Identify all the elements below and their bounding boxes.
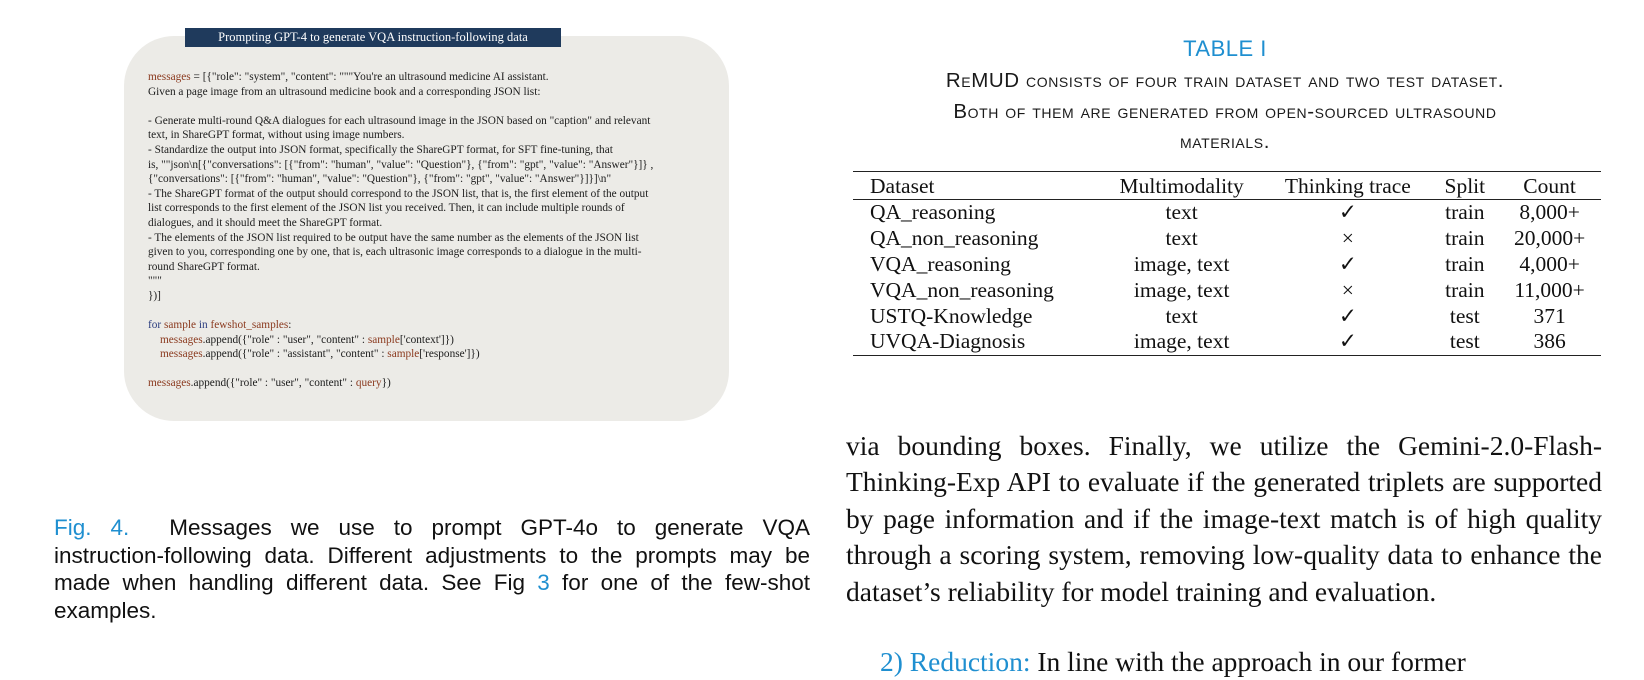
code-variable: messages (148, 377, 191, 390)
prompt-line: is, ""json\n[{"conversations": [{"from": "human", "value": "Question"}, {"from": "gpt", "value": "Answer"}]} , (148, 158, 654, 171)
code-final-append-line (148, 376, 705, 391)
table-row (853, 200, 1601, 226)
prompt-line: """ (148, 275, 162, 288)
table-row (853, 303, 1601, 329)
prompt-figure-box (124, 36, 729, 421)
cell-dataset: QA_non_reasoning (870, 226, 1039, 251)
code-text: .append({"role" : "assistant", "content" : (202, 348, 388, 361)
cell-dataset: QA_reasoning (870, 200, 996, 225)
header-split: Split (1444, 173, 1486, 198)
cell-split: train (1445, 226, 1485, 251)
code-keyword: for (148, 319, 162, 332)
cell-count: 4,000+ (1519, 251, 1580, 276)
prompt-line: list corresponds to the first element of the JSON list you received. Then, it can include multiple rounds of (148, 202, 625, 215)
table-row (853, 226, 1601, 252)
next-section-heading (846, 644, 1602, 680)
cell-multimodality: text (1165, 200, 1198, 225)
cell-split: test (1449, 303, 1480, 328)
code-keyword: in (198, 319, 208, 332)
code-variable: messages (160, 333, 203, 346)
table-caption-line: Both of them are generated from open-sourced ultrasound (953, 99, 1497, 123)
cell-multimodality: text (1165, 303, 1198, 328)
caption-text: for one of the few-shot examples. (54, 570, 810, 623)
cell-thinking-trace: ✓ (1338, 329, 1357, 354)
cell-count: 11,000+ (1514, 277, 1585, 302)
section-number[interactable]: 2) Reduction: (880, 646, 1031, 677)
prompt-line: {"conversations": [{"from": "human", "value": "Question"}, {"from": "gpt", "value": "Answer"}]}]\n" (148, 173, 612, 186)
cell-split: test (1449, 329, 1480, 354)
prompt-line: round ShareGPT format. (148, 260, 260, 273)
prompt-text (148, 70, 705, 304)
table-row (853, 252, 1601, 278)
table-body (853, 200, 1601, 356)
table-row (853, 277, 1601, 303)
figure-reference-link[interactable]: 3 (537, 570, 550, 595)
table-label: TABLE I (1183, 36, 1267, 61)
code-variable: sample (387, 348, 420, 361)
table-caption-line: ReMUD consists of four train dataset and two test dataset. (945, 69, 1505, 92)
cell-dataset: USTQ-Knowledge (870, 303, 1033, 328)
figure-label[interactable]: Fig. 4. (54, 515, 130, 540)
code-append-assistant-line (148, 347, 705, 362)
table-caption (850, 66, 1600, 158)
cell-count: 386 (1533, 329, 1566, 354)
cell-thinking-trace: × (1341, 226, 1354, 251)
code-variable: fewshot_samples (210, 319, 289, 332)
code-punctuation: : (288, 319, 292, 332)
header-thinking-trace: Thinking trace (1284, 173, 1411, 198)
code-for-line (148, 318, 705, 333)
prompt-line: - Standardize the output into JSON format, specifically the ShareGPT format, for SFT fine-tuning, that (148, 143, 613, 156)
cell-dataset: VQA_reasoning (870, 251, 1011, 276)
prompt-line: - Generate multi-round Q&A dialogues for each ultrasound image in the JSON based on "caption" and relevant (148, 114, 651, 127)
table-row (853, 329, 1601, 355)
cell-split: train (1445, 277, 1485, 302)
cell-thinking-trace: ✓ (1338, 303, 1357, 328)
code-variable: sample (164, 319, 197, 332)
cell-multimodality: text (1165, 226, 1198, 251)
code-append-user-line (148, 333, 705, 348)
cell-multimodality: image, text (1133, 329, 1230, 354)
header-dataset: Dataset (870, 173, 935, 198)
code-text: ['response'] (419, 348, 471, 361)
code-text: ['context'] (399, 333, 445, 346)
caption-text: Messages we use to prompt GPT-4o to generate VQA instruction-following data. Different adjustments to the prompts may be made when handling different data. See Fig (54, 515, 810, 595)
cell-multimodality: image, text (1133, 251, 1230, 276)
figure-caption (54, 514, 810, 624)
cell-dataset: UVQA-Diagnosis (870, 329, 1026, 354)
code-text: = [{"role": "system", "content": """You're an ultrasound medicine AI assistant. (190, 71, 549, 83)
cell-multimodality: image, text (1133, 277, 1230, 302)
prompt-line: given to you, corresponding one by one, that is, each ultrasonic image corresponds to a dialogue in the multi- (148, 246, 642, 259)
cell-thinking-trace: × (1341, 277, 1354, 302)
table-header-row (853, 172, 1601, 200)
cell-count: 371 (1533, 303, 1566, 328)
code-variable: messages (160, 348, 203, 361)
code-text: .append({"role" : "user", "content" : (190, 377, 356, 390)
table-caption-line: materials. (1179, 130, 1270, 153)
figure-title: Prompting GPT-4 to generate VQA instruction-following data (185, 28, 561, 47)
prompt-line: dialogues, and it should meet the ShareGPT format. (148, 216, 383, 229)
body-paragraph: via bounding boxes. Finally, we utilize the Gemini-2.0-Flash-Thinking-Exp API to evaluate if the generated triplets are supported by page information and if the image-text match is of high quality through a scoring system, removing low-quality data to enhance the dataset’s reliability for model training and evaluation. (846, 430, 1602, 607)
cell-split: train (1445, 200, 1485, 225)
code-variable: query (355, 377, 382, 390)
code-text: }) (470, 348, 480, 361)
cell-thinking-trace: ✓ (1338, 200, 1357, 225)
header-count: Count (1523, 173, 1576, 198)
cell-split: train (1445, 251, 1485, 276)
prompt-line: })] (148, 289, 161, 302)
code-text: .append({"role" : "user", "content" : (202, 333, 368, 346)
prompt-line: Given a page image from an ultrasound medicine book and a corresponding JSON list: (148, 85, 541, 98)
prompt-line (148, 99, 705, 114)
section-heading-text: In line with the approach in our former (1030, 646, 1466, 677)
cell-count: 8,000+ (1519, 200, 1580, 225)
prompt-line: - The elements of the JSON list required to be output have the same number as the elements of the JSON list (148, 231, 639, 244)
cell-dataset: VQA_non_reasoning (870, 277, 1054, 302)
prompt-line (148, 70, 705, 85)
code-text: }) (381, 377, 391, 390)
code-text: }) (444, 333, 454, 346)
code-variable: messages (148, 71, 191, 83)
code-variable: sample (367, 333, 400, 346)
prompt-line: text, in ShareGPT format, without using image numbers. (148, 129, 405, 142)
cell-thinking-trace: ✓ (1338, 251, 1357, 276)
prompt-line: - The ShareGPT format of the output should correspond to the JSON list, that is, the first element of the output (148, 187, 649, 200)
cell-count: 20,000+ (1513, 226, 1586, 251)
header-multimodality: Multimodality (1119, 173, 1244, 198)
dataset-table (853, 171, 1601, 356)
